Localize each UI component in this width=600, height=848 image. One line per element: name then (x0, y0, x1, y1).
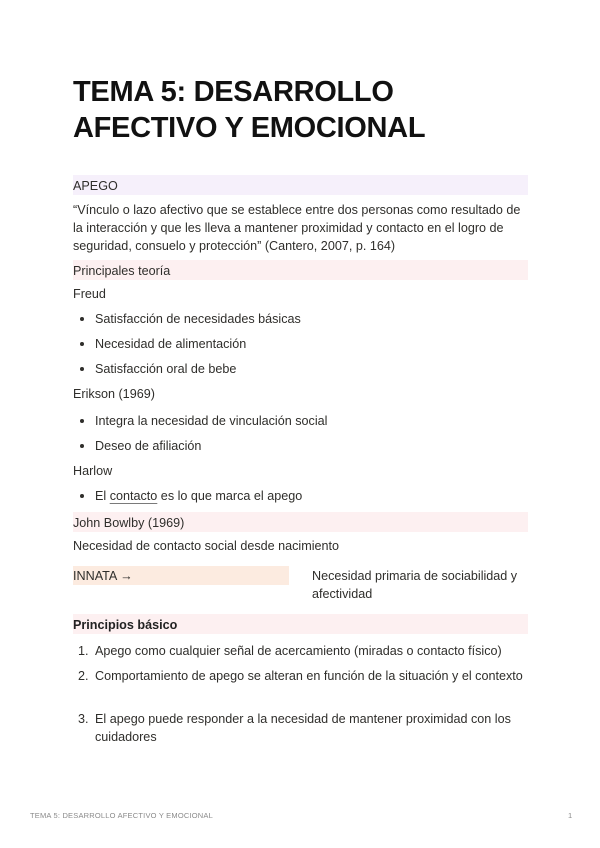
list-item-text: Necesidad de alimentación (95, 337, 247, 351)
list-item-text: Deseo de afiliación (95, 439, 202, 453)
bowlby-name: John Bowlby (1969) (73, 512, 528, 532)
bullet-icon (80, 494, 84, 498)
list-item-text: Integra la necesidad de vinculación social (95, 414, 328, 428)
innata-value: Necesidad primaria de sociabilidad y afectividad (312, 569, 518, 601)
bullet-icon (80, 367, 84, 371)
list-item-text: Satisfacción de necesidades básicas (95, 312, 301, 326)
freud-name: Freud (73, 287, 106, 301)
list-item-text: El apego puede responder a la necesidad de mantener proximidad con los cuidadores (95, 712, 511, 744)
list-number: 2. (78, 669, 89, 683)
erikson-name: Erikson (1969) (73, 387, 155, 401)
page-title: TEMA 5: DESARROLLO AFECTIVO Y EMOCIONAL (73, 76, 426, 144)
harlow-name: Harlow (73, 464, 113, 478)
apego-heading: APEGO (73, 175, 528, 195)
harlow-item-post: es lo que marca el apego (157, 489, 303, 503)
bullet-icon (80, 317, 84, 321)
bullet-icon (80, 419, 84, 423)
list-item-text: Apego como cualquier señal de acercamiento (miradas o contacto físico) (95, 644, 502, 658)
harlow-item-underlined: contacto (109, 489, 158, 503)
page-number: 1 (568, 811, 573, 820)
list-number: 3. (78, 712, 89, 726)
footer-title: TEMA 5: DESARROLLO AFECTIVO Y EMOCIONAL (30, 811, 213, 820)
innata-label: INNATA → (73, 566, 289, 585)
list-item-text (95, 487, 302, 505)
bullet-icon (80, 444, 84, 448)
list-item-text: Satisfacción oral de bebe (95, 362, 237, 376)
theories-heading: Principales teoría (73, 260, 528, 280)
harlow-item-pre: El (95, 489, 110, 503)
bowlby-description: Necesidad de contacto social desde nacimiento (73, 539, 340, 553)
list-item-text: Comportamiento de apego se alteran en función de la situación y el contexto (95, 669, 523, 683)
list-number: 1. (78, 644, 89, 658)
bullet-icon (80, 342, 84, 346)
apego-quote: “Vínculo o lazo afectivo que se establece entre dos personas como resultado de la interacción y que les lleva a mantener proximidad y contacto en el logro de seguridad, consuelo y protección” (Cantero, 2007, p. 164) (73, 203, 521, 253)
principles-heading: Principios básico (73, 614, 528, 634)
